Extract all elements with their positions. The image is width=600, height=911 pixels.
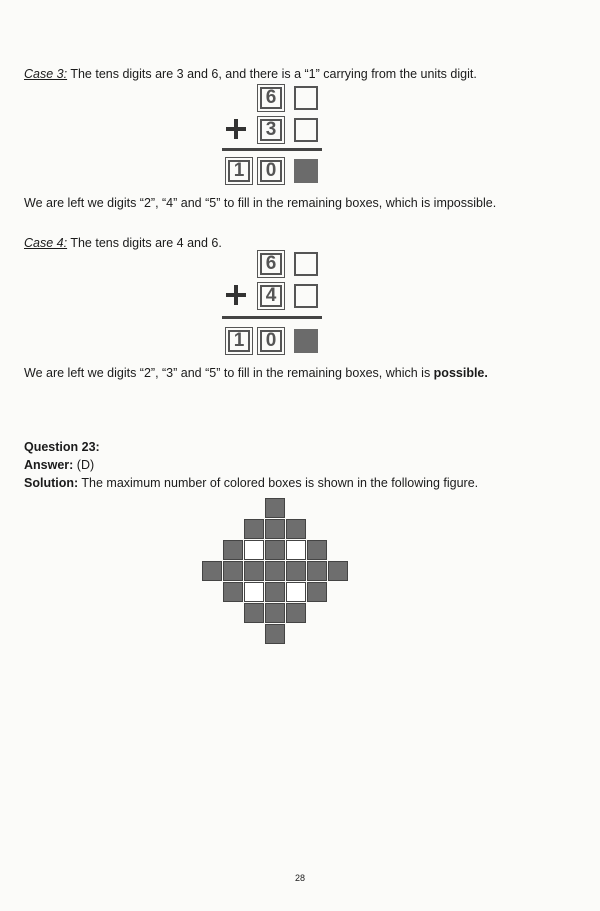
sum-rule bbox=[222, 316, 322, 319]
case4-remaining-prefix: We are left we digits “2”, “3” and “5” to fill in the remaining boxes, which is bbox=[24, 366, 434, 380]
colored-box bbox=[265, 519, 285, 539]
empty-box bbox=[286, 540, 306, 560]
empty-box bbox=[244, 540, 264, 560]
answer-value: (D) bbox=[73, 458, 95, 472]
page-number: 28 bbox=[294, 873, 305, 883]
colored-box bbox=[244, 603, 264, 623]
colored-box bbox=[307, 582, 327, 602]
colored-box bbox=[265, 624, 285, 644]
case4-result-digit: 1 bbox=[228, 330, 250, 352]
colored-box bbox=[265, 582, 285, 602]
case3-label: Case 3: bbox=[24, 67, 68, 81]
case3-result-digit: 1 bbox=[228, 160, 250, 182]
colored-box bbox=[328, 561, 348, 581]
plus-icon bbox=[234, 285, 238, 305]
solution-line bbox=[24, 476, 478, 490]
case4-shaded-box bbox=[294, 329, 318, 353]
colored-box bbox=[286, 603, 306, 623]
colored-box bbox=[244, 519, 264, 539]
colored-box bbox=[244, 561, 264, 581]
case3-empty-box bbox=[294, 86, 318, 110]
case4-remaining bbox=[24, 366, 488, 380]
empty-box bbox=[286, 582, 306, 602]
colored-box bbox=[265, 540, 285, 560]
colored-box bbox=[286, 519, 306, 539]
case3-middle-digit: 3 bbox=[260, 119, 282, 141]
case4-text: The tens digits are 4 and 6. bbox=[67, 236, 222, 250]
solution-label: Solution: bbox=[24, 476, 79, 490]
colored-box bbox=[223, 582, 243, 602]
case3-result-digit: 0 bbox=[260, 160, 282, 182]
answer-line bbox=[24, 458, 94, 472]
question-title: Question 23: bbox=[24, 440, 100, 454]
case3-top-digit: 6 bbox=[260, 87, 282, 109]
case4-result-digit: 0 bbox=[260, 330, 282, 352]
answer-label: Answer: bbox=[24, 458, 74, 472]
case3-shaded-box bbox=[294, 159, 318, 183]
colored-box bbox=[265, 498, 285, 518]
case3-intro bbox=[24, 67, 477, 81]
case3-remaining: We are left we digits “2”, “4” and “5” to fill in the remaining boxes, which is impossible. bbox=[24, 196, 497, 210]
case4-remaining-bold: possible. bbox=[433, 366, 488, 380]
colored-box bbox=[307, 540, 327, 560]
colored-box bbox=[265, 561, 285, 581]
plus-icon bbox=[234, 119, 238, 139]
colored-box bbox=[286, 561, 306, 581]
case3-text: The tens digits are 3 and 6, and there is a “1” carrying from the units digit. bbox=[67, 67, 477, 81]
case4-empty-box bbox=[294, 284, 318, 308]
colored-box bbox=[223, 540, 243, 560]
colored-boxes-figure bbox=[202, 498, 349, 645]
empty-box bbox=[244, 582, 264, 602]
colored-box bbox=[307, 561, 327, 581]
colored-box bbox=[223, 561, 243, 581]
colored-box bbox=[202, 561, 222, 581]
case4-label: Case 4: bbox=[24, 236, 68, 250]
colored-box bbox=[265, 603, 285, 623]
case3-puzzle bbox=[222, 84, 342, 194]
case4-puzzle bbox=[222, 250, 342, 360]
case4-empty-box bbox=[294, 252, 318, 276]
case3-empty-box bbox=[294, 118, 318, 142]
solution-text: The maximum number of colored boxes is shown in the following figure. bbox=[78, 476, 479, 490]
case4-middle-digit: 4 bbox=[260, 285, 282, 307]
sum-rule bbox=[222, 148, 322, 151]
case4-intro bbox=[24, 236, 222, 250]
case4-top-digit: 6 bbox=[260, 253, 282, 275]
